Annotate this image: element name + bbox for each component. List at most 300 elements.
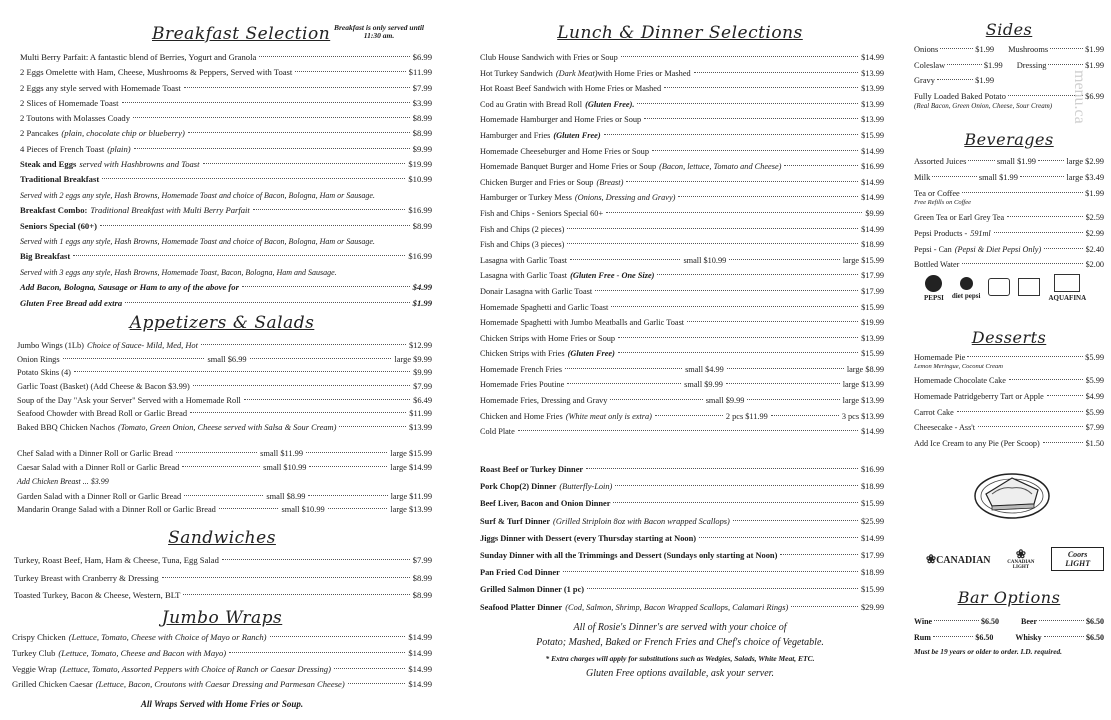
item-price: $14.99 <box>861 193 884 203</box>
beverages-title: Beverages <box>964 130 1054 149</box>
wraps-footer: All Wraps Served with Home Fries or Soup. <box>140 699 304 710</box>
bar-whisky-price: $6.50 <box>1086 632 1104 642</box>
item-price: $2.99 <box>1085 228 1104 238</box>
item-name: Turkey Club <box>12 647 56 658</box>
leader-dots <box>771 415 839 416</box>
bar-wine: Wine <box>914 617 933 626</box>
aquafina-logo-text: AQUAFINA <box>1048 294 1087 302</box>
menu-item-row <box>17 421 432 435</box>
beverages-list <box>914 210 1104 273</box>
item-small-price: 2 pcs $11.99 <box>725 411 768 421</box>
item-name: Garden Salad with a Dinner Roll or Garlic Bread <box>17 491 182 501</box>
item-name: Roast Beef or Turkey Dinner <box>480 465 584 474</box>
leader-dots <box>102 178 405 179</box>
dessert-pie-desc: Lemon Meringue, Coconut Cream <box>914 363 1003 370</box>
aquafina-logo <box>1048 274 1086 302</box>
leader-dots <box>190 412 406 413</box>
item-name: Cheesecake - Ass't <box>914 423 976 433</box>
item-name: Surf & Turf Dinner <box>480 516 551 526</box>
leader-dots <box>201 344 406 345</box>
menu-item-row <box>914 420 1104 436</box>
item-description: (Pepsi & Diet Pepsi Only) <box>954 244 1042 254</box>
leader-dots <box>780 554 858 555</box>
item-description: (Gluten Free) <box>553 130 601 140</box>
leader-dots <box>570 259 680 260</box>
menu-item-row <box>17 366 432 380</box>
item-name: 4 Pieces of French Toast <box>20 143 105 154</box>
wraps-list <box>12 630 432 693</box>
menu-item-row <box>480 547 884 564</box>
menu-item-row <box>480 175 884 191</box>
leader-dots <box>184 87 410 88</box>
bar-beer: Beer <box>1021 617 1038 626</box>
leader-dots <box>610 399 702 400</box>
item-price: $1.99 <box>412 297 432 308</box>
leader-dots <box>615 485 858 486</box>
leader-dots <box>567 383 681 384</box>
item-description: (Grilled Striploin 8oz with Bacon wrapped Scallops) <box>553 516 730 526</box>
item-name: Grilled Chicken Caesar <box>12 679 93 690</box>
item-name: Beef Liver, Bacon and Onion Dinner <box>480 499 611 509</box>
item-price: $8.99 <box>412 113 432 124</box>
item-description: served with Hashbrowns and Toast <box>79 159 200 170</box>
menu-item-row <box>480 530 884 547</box>
bar-row-1 <box>914 614 1104 630</box>
leader-dots <box>270 636 406 637</box>
item-name: Seafood Platter Dinner <box>480 602 563 612</box>
leader-dots <box>962 263 1082 264</box>
menu-item-row <box>914 436 1104 452</box>
item-price: $19.99 <box>861 318 884 328</box>
crush-icon <box>1018 278 1040 296</box>
item-price: $18.99 <box>860 568 884 578</box>
item-name: Homemade Spaghetti and Garlic Toast <box>480 302 609 312</box>
canadian-light-logo-text: CANADIAN LIGHT <box>1007 560 1035 570</box>
item-price: $8.99 <box>412 128 432 139</box>
item-name: Turkey Breast with Cranberry & Dressing <box>14 572 159 583</box>
bar-row-2 <box>914 630 1104 646</box>
leader-dots <box>309 466 387 467</box>
leader-dots <box>784 165 858 166</box>
item-description: (plain) <box>107 143 131 154</box>
item-name: Cod au Gratin with Bread Roll <box>480 99 583 109</box>
menu-item-row <box>914 257 1104 273</box>
breakfast-list <box>12 50 432 311</box>
item-price: $14.99 <box>861 53 884 62</box>
item-name: Soup of the Day "Ask your Server" Served with a Homemade Roll <box>17 395 241 405</box>
menu-item-row <box>480 409 884 425</box>
leader-dots <box>182 466 260 467</box>
bev-coffee-row <box>914 188 1104 199</box>
menu-item-row <box>20 96 432 111</box>
leader-dots <box>637 103 858 104</box>
menu-item-row <box>480 97 884 113</box>
middle-column <box>476 0 884 720</box>
item-name: Hamburger and Fries <box>480 130 551 140</box>
appetizers-title: Appetizers & Salads <box>129 313 315 333</box>
leader-dots <box>134 148 410 149</box>
item-description: Traditional Breakfast with Multi Berry Parfait <box>90 205 250 216</box>
item-description: 591ml <box>970 228 991 238</box>
item-price: $13.99 <box>861 115 884 125</box>
bev-coffee-desc: Free Refills on Coffee <box>914 199 971 206</box>
bar-section <box>914 588 1104 656</box>
item-name: Lasagna with Garlic Toast <box>480 255 568 265</box>
side-mushrooms: Mushrooms <box>1008 45 1049 54</box>
menu-item-row <box>17 407 432 421</box>
item-price: 3 pcs $13.99 <box>841 411 884 421</box>
canadian-light-logo <box>1005 548 1038 570</box>
crush-logo <box>1018 278 1040 298</box>
leader-dots <box>1047 395 1083 396</box>
leader-dots <box>1009 379 1083 380</box>
item-price: $4.99 <box>1085 391 1104 401</box>
leader-dots <box>733 520 858 521</box>
leader-dots <box>73 255 405 256</box>
item-price: $15.99 <box>861 130 884 140</box>
leader-dots <box>242 286 410 287</box>
sandwiches-title: Sandwiches <box>168 528 276 548</box>
leader-dots <box>678 196 858 197</box>
item-price: $13.99 <box>861 68 884 78</box>
leader-dots <box>183 594 409 595</box>
item-name: Potato Skins (4) <box>17 368 71 378</box>
item-name: Hot Turkey Sandwich <box>480 68 553 78</box>
item-small-price: small $8.99 <box>266 491 306 501</box>
item-name: Cold Plate <box>480 427 515 437</box>
menu-item-row <box>480 346 884 362</box>
item-name: Steak and Eggs <box>20 159 77 170</box>
leader-dots <box>664 87 858 88</box>
lunch-section <box>476 20 884 440</box>
leader-dots <box>791 606 858 607</box>
menu-item-row <box>480 128 884 144</box>
pepsi-logo <box>924 275 944 302</box>
lunch-footer <box>476 620 884 680</box>
item-note: Served with 2 eggs any style, Hash Browns, Homemade Toast and choice of Bacon, Bologna, Ham or Sausage. <box>20 190 375 200</box>
bar-rum-price: $6.50 <box>975 632 994 642</box>
item-description: (Onions, Dressing and Gravy) <box>574 193 676 203</box>
item-name: Homemade Spaghetti with Jumbo Meatballs and Garlic Toast <box>480 318 685 328</box>
leader-dots <box>687 321 858 322</box>
menu-item-row <box>480 50 884 66</box>
leader-dots <box>644 118 858 119</box>
item-name: Big Breakfast <box>20 251 71 262</box>
leader-dots <box>306 452 387 453</box>
menu-item-row <box>14 570 432 588</box>
leader-dots <box>348 683 406 684</box>
menu-item-row <box>14 587 432 605</box>
item-name: Pork Chop(2) Dinner <box>480 482 557 492</box>
item-price: $18.99 <box>860 482 884 492</box>
dessert-pie-row <box>914 352 1104 363</box>
leader-dots <box>334 668 405 669</box>
item-price: large $9.99 <box>394 354 432 364</box>
item-name: Fish and Chips (3 pieces) <box>480 240 565 250</box>
leader-dots <box>655 415 723 416</box>
item-price: $14.99 <box>408 679 432 690</box>
item-name: Turkey, Roast Beef, Ham, Ham & Cheese, Tuna, Egg Salad <box>14 555 219 565</box>
item-description: (Cod, Salmon, Shrimp, Bacon Wrapped Scallops, Calamari Rings) <box>565 602 789 612</box>
item-name: 2 Eggs any style served with Homemade Toast <box>20 82 181 93</box>
dessert-pie-price: $5.99 <box>1085 353 1104 362</box>
menu-item-row <box>20 203 432 218</box>
leader-dots <box>229 652 405 653</box>
leader-dots <box>611 306 858 307</box>
menu-item-row <box>914 226 1104 242</box>
item-name: Traditional Breakfast <box>20 174 100 185</box>
pepsi-logo-text: PEPSI <box>924 293 944 302</box>
item-name: 2 Toutons with Molasses Coady <box>20 113 131 124</box>
menu-item-row <box>17 447 432 461</box>
pie-slice-icon <box>972 464 1052 520</box>
bev-milk: Milk <box>914 172 931 182</box>
leader-dots <box>563 571 858 572</box>
item-price: $11.99 <box>409 409 432 419</box>
item-small-price: small $10.99 <box>683 255 727 265</box>
menu-item-row <box>480 300 884 316</box>
item-price: $14.99 <box>408 647 432 658</box>
leader-dots <box>63 358 205 359</box>
leader-dots <box>308 495 387 496</box>
bar-whisky: Whisky <box>1015 632 1042 642</box>
beer-logos <box>926 547 1104 571</box>
item-name: Sunday Dinner with all the Trimmings and Dessert (Sundays only starting at Noon) <box>480 550 778 560</box>
coors-light-logo: Coors LIGHT <box>1051 547 1104 571</box>
menu-item-row <box>20 81 432 96</box>
item-name: Onion Rings <box>17 354 60 364</box>
desserts-list <box>914 373 1104 452</box>
item-price: $13.99 <box>408 423 432 433</box>
breakfast-section <box>12 20 432 311</box>
desserts-title: Desserts <box>971 328 1047 347</box>
menu-item-row <box>20 280 432 295</box>
menu-item-row <box>480 237 884 253</box>
menu-item-row <box>17 353 432 367</box>
menu-item-row <box>12 646 432 662</box>
side-dressing: Dressing <box>1016 60 1047 70</box>
item-small-price: small $10.99 <box>263 462 307 472</box>
menu-item-row <box>17 339 432 353</box>
item-name: Homemade Hamburger and Home Fries or Soup <box>480 115 642 125</box>
wraps-section <box>12 608 432 709</box>
leader-dots <box>222 559 410 560</box>
leader-dots <box>567 243 858 244</box>
aquafina-icon <box>1054 274 1080 292</box>
lunch-title: Lunch & Dinner Selections <box>557 23 803 43</box>
item-price: $7.99 <box>412 82 432 93</box>
menu-item-row <box>17 394 432 408</box>
item-price: large $15.99 <box>842 255 885 265</box>
menu-item-row <box>914 405 1104 421</box>
bev-milk-large: large $3.49 <box>1066 172 1105 182</box>
menu-item-row <box>20 157 432 172</box>
sandwiches-section <box>12 528 432 605</box>
menu-item-row <box>480 424 884 440</box>
item-price: $29.99 <box>860 602 884 612</box>
leader-dots <box>219 508 279 509</box>
item-price: $14.99 <box>861 224 884 234</box>
leader-dots <box>518 430 858 431</box>
item-price: $9.99 <box>865 208 884 218</box>
leader-dots <box>747 399 839 400</box>
footer-line-3: * Extra charges will apply for substitutions such as Wedgies, Salads, White Meat, ETC. <box>545 654 815 663</box>
menu-item-row <box>17 503 432 517</box>
item-price: $2.40 <box>1085 244 1104 254</box>
leader-dots <box>694 72 859 73</box>
item-description: (Lettuce, Bacon, Croutons with Caesar Dressing and Parmesan Cheese) <box>95 679 345 690</box>
item-price: large $11.99 <box>390 491 433 501</box>
diet-pepsi-logo <box>952 277 981 300</box>
side-potato-desc: (Real Bacon, Green Onion, Cheese, Sour Cream) <box>914 101 1053 110</box>
menu-item-row <box>20 50 432 65</box>
item-price: $16.99 <box>860 465 884 474</box>
side-onions-price: $1.99 <box>975 45 995 54</box>
leader-dots <box>193 385 410 386</box>
item-name: Club House Sandwich with Fries or Soup <box>480 53 618 62</box>
side-potato: Fully Loaded Baked Potato <box>914 91 1006 101</box>
item-price: $13.99 <box>861 99 884 109</box>
leader-dots <box>618 352 858 353</box>
item-description: (Bacon, lettuce, Tomato and Cheese) <box>659 162 782 172</box>
bev-juices-small: small $1.99 <box>996 157 1036 166</box>
bev-juices: Assorted Juices <box>914 157 967 166</box>
beverage-logos <box>924 274 1086 302</box>
item-price: $13.99 <box>861 333 884 343</box>
menu-item-row <box>914 242 1104 258</box>
item-price: $8.99 <box>412 590 432 600</box>
menu-item-row <box>480 331 884 347</box>
item-name: Chef Salad with a Dinner Roll or Garlic Bread <box>17 448 173 458</box>
bev-juices-row <box>914 154 1104 170</box>
leader-dots <box>606 212 862 213</box>
menu-item-row <box>914 373 1104 389</box>
item-price: large $13.99 <box>842 396 884 406</box>
bev-coffee: Tea or Coffee <box>914 189 960 198</box>
item-price: $1.50 <box>1085 439 1104 449</box>
leader-dots <box>618 337 858 338</box>
beverages-section <box>914 130 1105 302</box>
item-note: Served with 1 eggs any style, Hash Browns, Homemade Toast and choice of Bacon, Bologna, Ham or Sausage. <box>20 236 375 246</box>
item-description: (White meat only is extra) <box>565 411 652 421</box>
item-name: Pan Fried Cod Dinner <box>480 568 560 578</box>
menu-item-row <box>480 144 884 160</box>
menu-item-row <box>480 513 884 530</box>
menu-item-row <box>20 142 432 157</box>
item-name: Caesar Salad with a Dinner Roll or Garlic Bread <box>17 462 180 472</box>
item-price: $8.99 <box>412 572 432 583</box>
item-note: Add Chicken Breast ... $3.99 <box>17 477 109 487</box>
leader-dots <box>100 225 410 226</box>
mountain-dew-icon <box>988 278 1010 296</box>
item-name: Veggie Wrap <box>12 663 57 674</box>
item-price: $14.99 <box>408 663 432 674</box>
menu-item-row <box>480 581 884 598</box>
menu-item-row <box>480 362 884 378</box>
item-name: 2 Eggs Omelette with Ham, Cheese, Mushrooms & Peppers, Served with Toast <box>20 67 293 78</box>
item-description: (plain, chocolate chip or blueberry) <box>61 128 185 139</box>
menu-item-row <box>480 206 884 222</box>
item-price: $6.99 <box>412 52 432 62</box>
item-name: Carrot Cake <box>914 407 954 417</box>
menu-item-row <box>20 249 432 264</box>
item-price: $16.99 <box>861 162 884 172</box>
side-coleslaw-price: $1.99 <box>983 60 1003 70</box>
leader-dots <box>203 163 406 164</box>
item-small-price: small $9.99 <box>684 380 723 390</box>
item-name: Chicken and Home Fries <box>480 411 563 421</box>
pepsi-globe-icon <box>925 275 942 292</box>
item-description: (Butterfly-Loin) <box>559 482 613 492</box>
item-name: Chicken Strips with Fries <box>480 349 565 359</box>
item-price: $14.99 <box>860 533 884 543</box>
menu-item-row <box>17 461 432 475</box>
menu-item-row <box>914 210 1104 226</box>
item-name: Gluten Free Bread add extra <box>20 297 123 308</box>
item-price: $15.99 <box>861 302 884 312</box>
item-name: Hot Roast Beef Sandwich with Home Fries or Mashed <box>480 84 662 94</box>
diet-pepsi-globe-icon <box>960 277 973 290</box>
menu-item-row <box>480 495 884 512</box>
leader-dots <box>587 588 858 589</box>
menu-item-row <box>480 478 884 495</box>
menu-item-row <box>480 190 884 206</box>
bev-coffee-price: $1.99 <box>1085 189 1104 198</box>
breakfast-title: Breakfast Selection <box>152 24 331 44</box>
item-price: $3.99 <box>412 97 432 108</box>
item-name: Green Tea or Earl Grey Tea <box>914 213 1005 222</box>
leader-dots <box>626 181 858 182</box>
item-small-price: small $6.99 <box>207 354 247 364</box>
menu-item-row <box>480 81 884 97</box>
menu-item-row <box>480 564 884 581</box>
diet-pepsi-logo-text: diet pepsi <box>951 291 981 300</box>
menu-item-row <box>480 253 884 269</box>
item-price: $7.99 <box>413 382 432 392</box>
item-name: Donair Lasagna with Garlic Toast <box>480 286 593 296</box>
item-price: large $8.99 <box>846 364 884 374</box>
leader-dots <box>1044 248 1082 249</box>
dinners-list <box>476 461 884 616</box>
item-description: (Lettuce, Tomato, Assorted Peppers with Choice of Ranch or Caesar Dressing) <box>59 663 331 674</box>
item-small-price: small $11.99 <box>260 448 304 458</box>
item-name: Fish and Chips (2 pieces) <box>480 224 565 234</box>
menu-item-row <box>914 389 1104 405</box>
bev-milk-small: small $1.99 <box>978 172 1018 182</box>
leader-dots <box>74 371 410 372</box>
item-description: (Gluten Free). <box>585 99 635 109</box>
menu-item-row <box>480 66 884 82</box>
item-description: (Gluten Free - One Size) <box>570 271 655 281</box>
side-mushrooms-price: $1.99 <box>1085 45 1105 54</box>
item-price: $9.99 <box>413 368 432 378</box>
footer-line-4: Gluten Free options available, ask your server. <box>586 668 774 679</box>
item-name: Homemade Banquet Burger and Home Fries or Soup <box>480 162 657 172</box>
leader-dots <box>978 426 1083 427</box>
menu-item-row <box>20 219 432 234</box>
item-name: Crispy Chicken <box>12 632 66 642</box>
appetizers-list <box>12 339 432 435</box>
item-price: $25.99 <box>860 516 884 526</box>
item-name: Seniors Special (60+) <box>20 220 97 231</box>
item-price: $5.99 <box>1085 376 1104 385</box>
leader-dots <box>244 399 410 400</box>
leader-dots <box>162 577 410 578</box>
leader-dots <box>565 368 682 369</box>
item-name: Mandarin Orange Salad with a Dinner Roll or Garlic Bread <box>17 505 216 515</box>
item-price: $2.00 <box>1085 260 1104 270</box>
leader-dots <box>133 117 410 118</box>
